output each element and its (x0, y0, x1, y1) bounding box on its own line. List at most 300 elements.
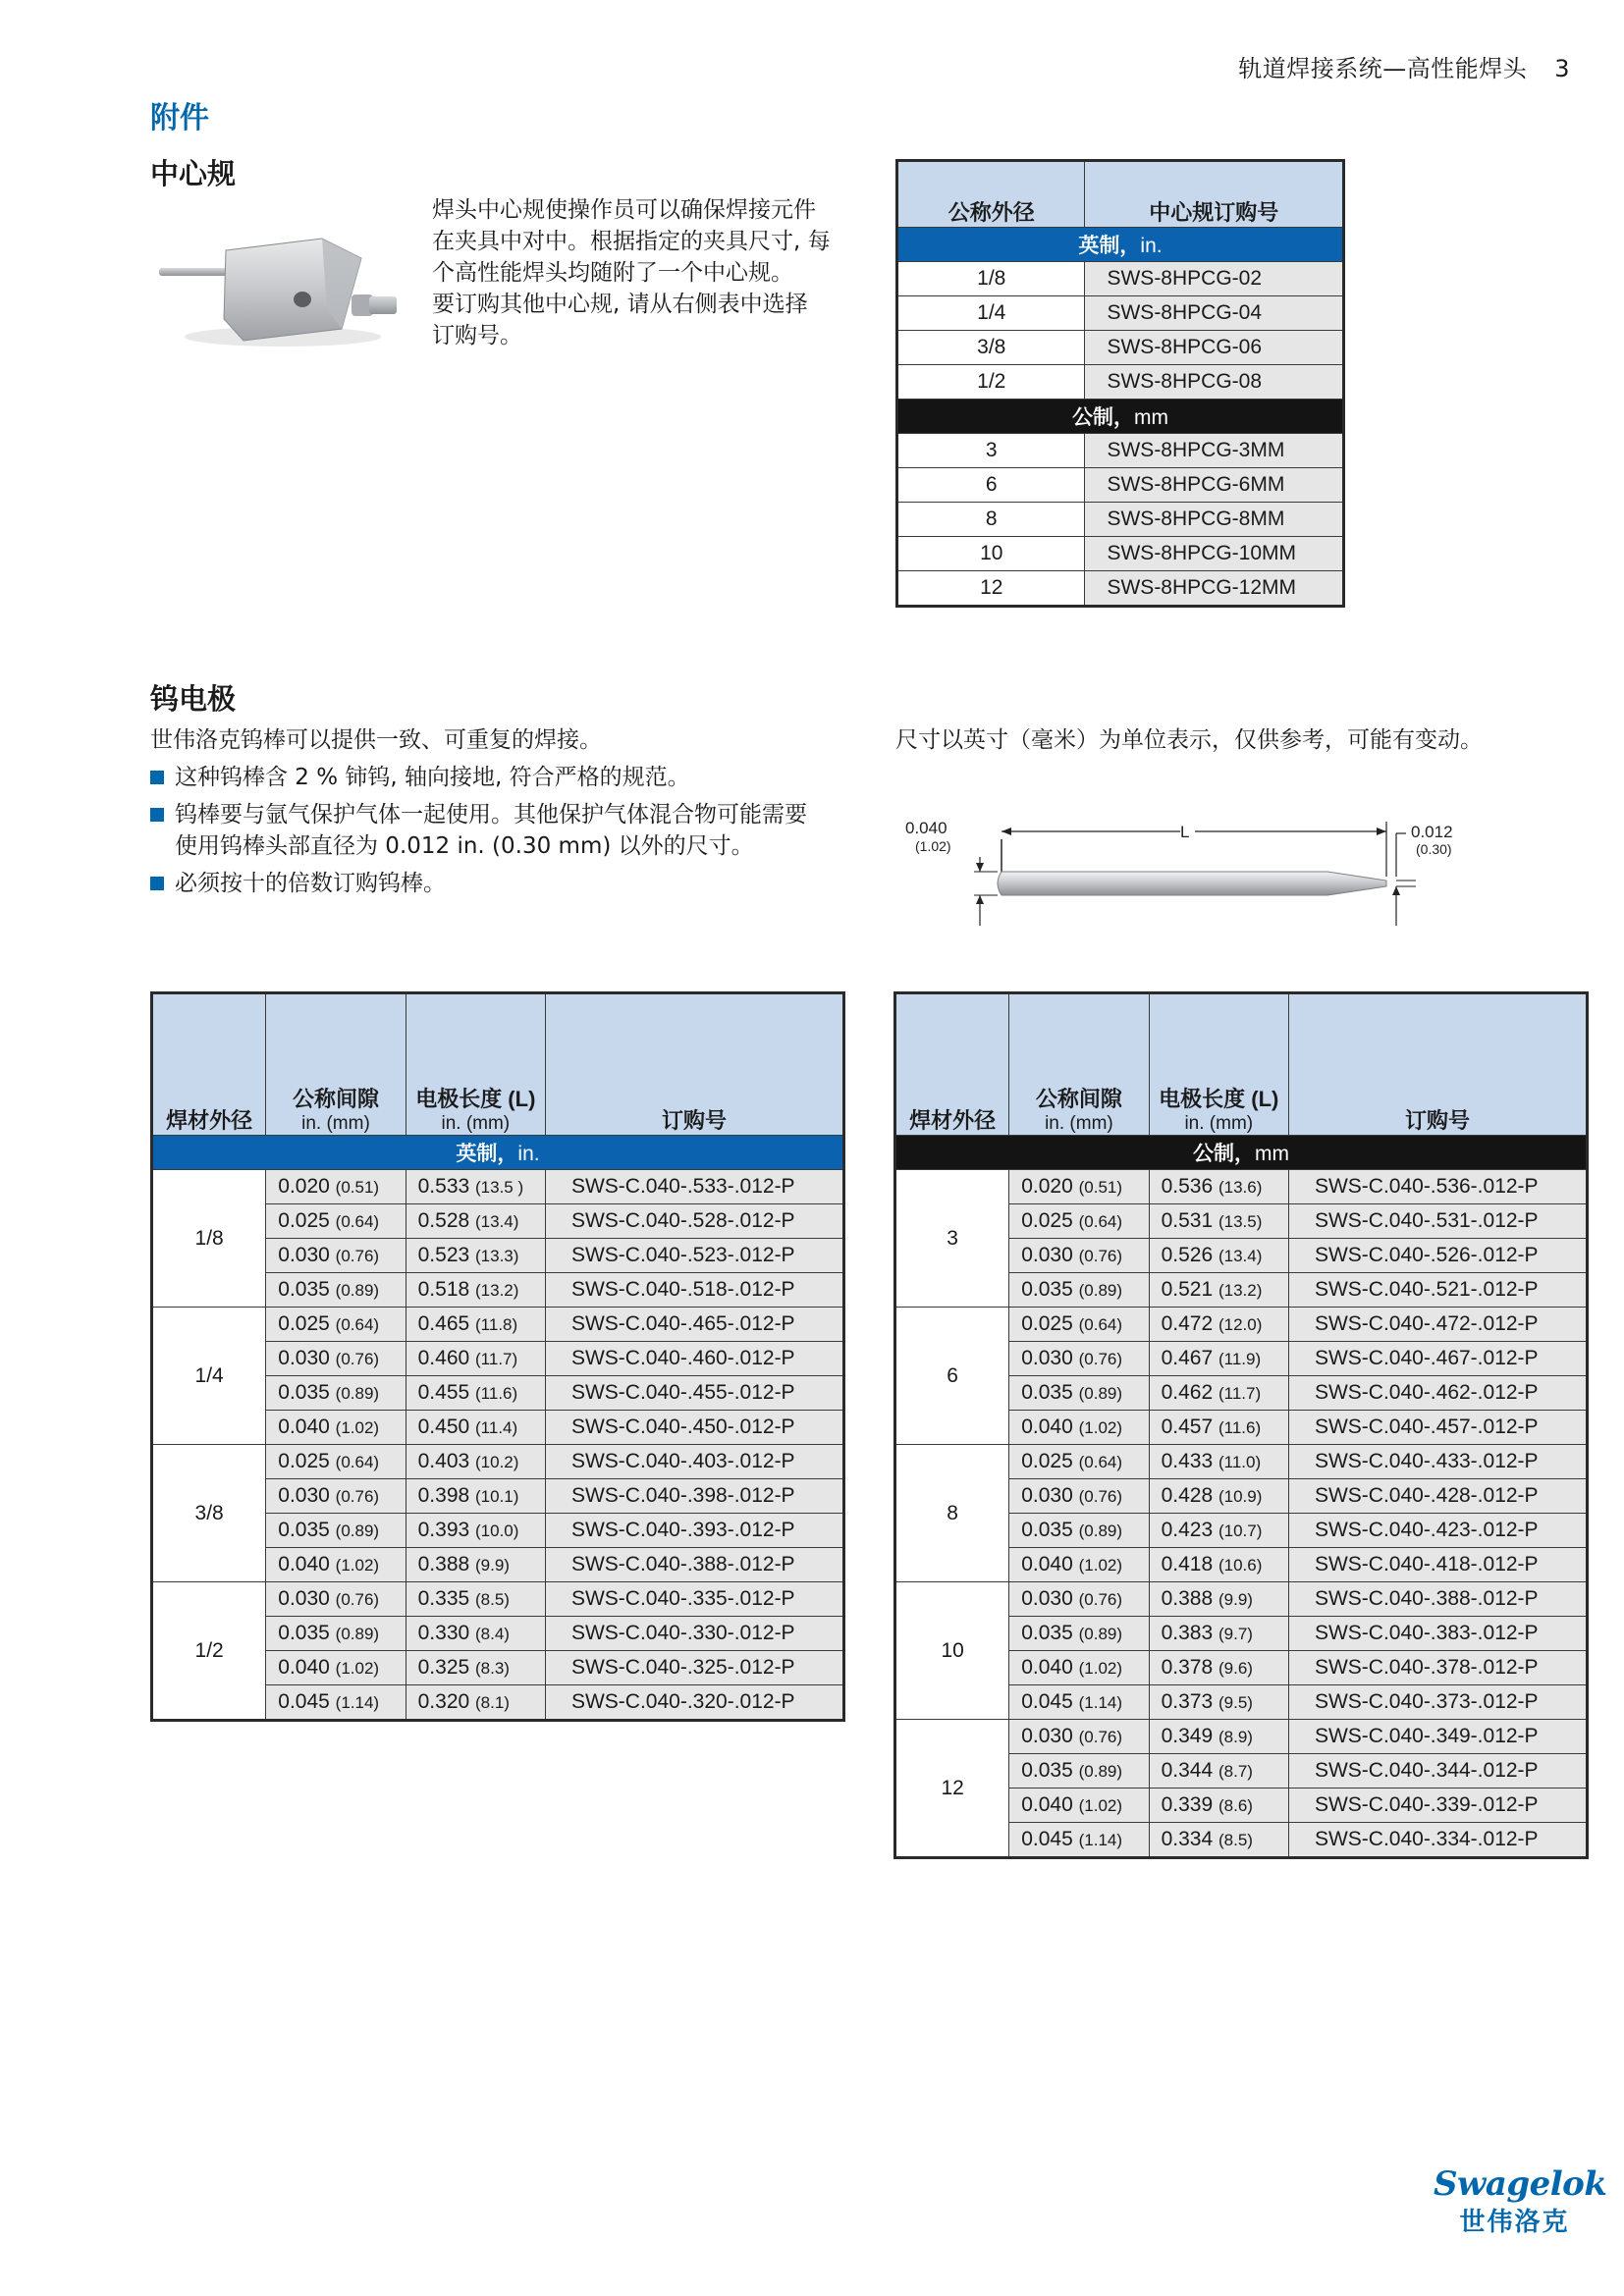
length-cell (406, 1685, 545, 1721)
gap-in: 0.025 (1021, 1312, 1079, 1335)
logo-cn: 世伟洛克 (1459, 2208, 1570, 2237)
length-mm: (13.4) (1218, 1247, 1263, 1265)
gap-mm: (0.76) (1078, 1350, 1123, 1368)
length-in: 0.349 (1161, 1725, 1218, 1747)
length-mm: (9.9) (475, 1556, 510, 1575)
length-mm: (9.9) (1218, 1590, 1253, 1609)
length-in: 0.428 (1161, 1484, 1218, 1507)
length-in: 0.472 (1161, 1312, 1218, 1335)
part-cell: SWS-C.040-.388-.012-P (545, 1548, 843, 1582)
length-in: 0.373 (1161, 1690, 1218, 1713)
od-cell: 1/8 (897, 262, 1085, 296)
length-mm: (10.0) (475, 1522, 519, 1540)
gap-in: 0.030 (278, 1347, 336, 1369)
gap-in: 0.035 (1021, 1519, 1079, 1541)
gap-cell (266, 1273, 406, 1308)
gap-mm: (0.89) (1078, 1625, 1123, 1643)
length-mm: (13.5) (1218, 1212, 1263, 1231)
length-mm: (9.5) (1218, 1693, 1253, 1712)
gap-in: 0.025 (1021, 1450, 1079, 1472)
length-in: 0.398 (417, 1484, 476, 1507)
length-in: 0.467 (1161, 1347, 1218, 1369)
part-cell: SWS-C.040-.518-.012-P (545, 1273, 843, 1308)
od-cell: 12 (895, 1720, 1009, 1858)
gap-cell (266, 1685, 406, 1721)
header-part: 订购号 (1288, 993, 1587, 1136)
gap-mm: (0.89) (1078, 1384, 1123, 1403)
length-mm: (8.1) (475, 1693, 510, 1712)
para1-line-3: 个高性能焊头均随附了一个中心规。 (432, 260, 793, 286)
length-in: 0.388 (1161, 1587, 1218, 1610)
gap-cell (266, 1548, 406, 1582)
length-cell (1149, 1445, 1288, 1479)
od-cell: 6 (897, 468, 1085, 503)
para1-line-1: 焊头中心规使操作员可以确保焊接元件 (432, 197, 816, 223)
length-in: 0.339 (1161, 1793, 1218, 1816)
gap-label: 公称间隙 (292, 1087, 379, 1111)
gap-cell (1009, 1651, 1149, 1685)
length-in: 0.433 (1161, 1450, 1218, 1472)
length-cell (1149, 1582, 1288, 1617)
gap-in: 0.030 (278, 1484, 336, 1507)
length-in: 0.330 (417, 1622, 476, 1644)
table-row (897, 468, 1344, 503)
table-row (895, 1308, 1588, 1342)
length-mm: (10.6) (1218, 1556, 1263, 1575)
table-row (897, 331, 1344, 365)
dia-arrow-top-head (976, 863, 984, 872)
gap-unit: in. (mm) (301, 1113, 370, 1134)
length-mm: (11.9) (1218, 1350, 1262, 1368)
gap-cell (266, 1239, 406, 1273)
od-cell: 3 (897, 434, 1085, 468)
length-mm: (13.5 ) (475, 1178, 524, 1197)
table-row (152, 1582, 844, 1617)
length-mm: (10.9) (1218, 1487, 1263, 1506)
table-row (897, 434, 1344, 468)
part-cell: SWS-C.040-.523-.012-P (545, 1239, 843, 1273)
table-row (895, 1170, 1588, 1204)
length-cell (1149, 1239, 1288, 1273)
gap-cell (1009, 1308, 1149, 1342)
gap-mm: (0.89) (335, 1281, 380, 1300)
length-mm: (10.7) (1218, 1522, 1263, 1540)
length-cell (1149, 1720, 1288, 1754)
gap-in: 0.025 (278, 1209, 336, 1232)
part-cell: SWS-C.040-.423-.012-P (1288, 1514, 1587, 1548)
length-cell (1149, 1514, 1288, 1548)
length-cell (406, 1582, 545, 1617)
gap-cell (1009, 1445, 1149, 1479)
length-unit: in. (mm) (1184, 1113, 1254, 1134)
gap-in: 0.035 (278, 1278, 336, 1301)
length-cell (406, 1514, 545, 1548)
length-cell (1149, 1204, 1288, 1239)
gap-in: 0.035 (1021, 1381, 1079, 1404)
dim-right-in: 0.012 (1411, 823, 1453, 841)
length-in: 0.393 (417, 1519, 476, 1541)
bullet-item (150, 868, 877, 899)
part-cell: SWS-C.040-.528-.012-P (545, 1204, 843, 1239)
para2-line-2: 订购号。 (432, 323, 522, 348)
gap-in: 0.020 (278, 1175, 336, 1198)
gap-cell (1009, 1204, 1149, 1239)
length-in: 0.450 (417, 1415, 476, 1438)
section-title: 附件 (150, 101, 209, 135)
tip-arrow-head (1392, 886, 1400, 895)
dim-left-mm: (1.02) (915, 838, 951, 854)
gap-mm: (0.64) (1078, 1453, 1123, 1471)
header-od: 焊材外径 (895, 993, 1009, 1136)
header-title: 轨道焊接系统—高性能焊头 (1238, 55, 1528, 82)
part-cell: SWS-C.040-.388-.012-P (1288, 1582, 1587, 1617)
band-unit: in. (517, 1143, 540, 1165)
od-cell: 3/8 (152, 1445, 266, 1582)
part-cell: SWS-C.040-.457-.012-P (1288, 1411, 1587, 1445)
bullet-line: 使用钨棒头部直径为 0.012 in. (0.30 mm) 以外的尺寸。 (175, 833, 754, 859)
length-in: 0.334 (1161, 1828, 1218, 1850)
length-mm: (13.3) (475, 1247, 519, 1265)
electrode-title: 钨电极 (150, 682, 237, 716)
part-cell: SWS-8HPCG-8MM (1085, 503, 1344, 537)
gap-cell (266, 1479, 406, 1514)
gap-cell (1009, 1170, 1149, 1204)
gap-mm: (0.64) (335, 1212, 380, 1231)
length-cell (406, 1376, 545, 1411)
length-in: 0.378 (1161, 1656, 1218, 1679)
length-cell (1149, 1617, 1288, 1651)
gap-in: 0.035 (278, 1381, 336, 1404)
gap-mm: (0.51) (1078, 1178, 1123, 1197)
length-label: 电极长度 (L) (415, 1087, 536, 1111)
od-cell: 10 (897, 537, 1085, 571)
gap-in: 0.025 (1021, 1209, 1079, 1232)
length-cell (1149, 1754, 1288, 1789)
table-row (897, 503, 1344, 537)
gap-mm: (0.76) (335, 1487, 380, 1506)
table-row (152, 1445, 844, 1479)
gap-cell (266, 1376, 406, 1411)
gap-cell (266, 1308, 406, 1342)
unit-band-row (897, 228, 1344, 262)
gap-in: 0.035 (1021, 1622, 1079, 1644)
brand-logo (1434, 2164, 1607, 2238)
gap-in: 0.035 (278, 1519, 336, 1541)
bullet-line: 必须按十的倍数订购钨棒。 (175, 871, 446, 896)
gap-in: 0.040 (278, 1415, 336, 1438)
header-od: 公称外径 (897, 161, 1085, 228)
arrow-left (1001, 828, 1011, 835)
od-cell: 10 (895, 1582, 1009, 1720)
gap-in: 0.035 (1021, 1759, 1079, 1782)
length-mm: (13.6) (1218, 1178, 1263, 1197)
band-label: 英制， (456, 1143, 518, 1165)
dim-right-mm: (0.30) (1416, 841, 1452, 857)
part-cell: SWS-8HPCG-12MM (1085, 571, 1344, 607)
gap-mm: (0.64) (335, 1315, 380, 1334)
gap-mm: (0.76) (1078, 1590, 1123, 1609)
part-cell: SWS-C.040-.462-.012-P (1288, 1376, 1587, 1411)
gap-mm: (0.76) (335, 1590, 380, 1609)
unit-band-row (152, 1136, 844, 1170)
length-cell (406, 1411, 545, 1445)
part-cell: SWS-8HPCG-04 (1085, 296, 1344, 331)
part-cell: SWS-C.040-.325-.012-P (545, 1651, 843, 1685)
length-cell (406, 1204, 545, 1239)
gap-in: 0.035 (1021, 1278, 1079, 1301)
od-cell: 6 (895, 1308, 1009, 1445)
gap-cell (266, 1617, 406, 1651)
electrode-diagram (895, 800, 1485, 937)
gap-mm: (0.76) (1078, 1487, 1123, 1506)
length-in: 0.462 (1161, 1381, 1218, 1404)
gap-mm: (0.76) (1078, 1247, 1123, 1265)
gap-mm: (1.14) (1078, 1831, 1123, 1849)
od-cell: 12 (897, 571, 1085, 607)
gap-cell (1009, 1617, 1149, 1651)
unit-band (897, 400, 1344, 434)
od-cell: 1/8 (152, 1170, 266, 1308)
gap-mm: (1.02) (1078, 1659, 1123, 1678)
part-cell: SWS-C.040-.334-.012-P (1288, 1823, 1587, 1858)
table-row (897, 296, 1344, 331)
gap-in: 0.030 (278, 1587, 336, 1610)
band-label: 公制， (1072, 406, 1134, 429)
center-gauge-photo-icon (155, 231, 401, 353)
od-cell: 1/4 (897, 296, 1085, 331)
gap-in: 0.040 (1021, 1415, 1079, 1438)
gap-in: 0.045 (1021, 1828, 1079, 1850)
gap-cell (1009, 1685, 1149, 1720)
length-cell (1149, 1651, 1288, 1685)
length-in: 0.533 (417, 1175, 476, 1198)
gap-cell (266, 1445, 406, 1479)
part-cell: SWS-C.040-.455-.012-P (545, 1376, 843, 1411)
length-mm: (8.5) (475, 1590, 510, 1609)
length-unit: in. (mm) (441, 1113, 511, 1134)
gap-cell (1009, 1720, 1149, 1754)
gap-cell (1009, 1376, 1149, 1411)
gap-in: 0.030 (1021, 1347, 1079, 1369)
length-in: 0.521 (1161, 1278, 1218, 1301)
length-cell (1149, 1273, 1288, 1308)
gap-in: 0.040 (278, 1656, 336, 1679)
length-in: 0.418 (1161, 1553, 1218, 1575)
length-in: 0.383 (1161, 1622, 1218, 1644)
length-in: 0.518 (417, 1278, 476, 1301)
length-mm: (11.7) (1218, 1384, 1262, 1403)
part-cell: SWS-C.040-.349-.012-P (1288, 1720, 1587, 1754)
dim-left-in: 0.040 (905, 819, 947, 837)
length-mm: (8.3) (475, 1659, 510, 1678)
length-cell (1149, 1479, 1288, 1514)
logo-wordmark: Swagelok (1434, 2164, 1607, 2204)
length-cell (406, 1273, 545, 1308)
length-cell (1149, 1342, 1288, 1376)
gap-mm: (0.89) (1078, 1281, 1123, 1300)
gap-mm: (1.14) (335, 1693, 380, 1712)
length-cell (406, 1239, 545, 1273)
part-cell: SWS-C.040-.460-.012-P (545, 1342, 843, 1376)
page-number: 3 (1554, 55, 1570, 82)
header-gap (266, 993, 406, 1136)
length-mm: (13.4) (475, 1212, 519, 1231)
header-length (1149, 993, 1288, 1136)
part-cell: SWS-C.040-.428-.012-P (1288, 1479, 1587, 1514)
part-cell: SWS-C.040-.531-.012-P (1288, 1204, 1587, 1239)
running-header (1238, 49, 1570, 83)
gap-cell (266, 1342, 406, 1376)
gap-mm: (0.89) (1078, 1522, 1123, 1540)
length-in: 0.388 (417, 1553, 476, 1575)
part-cell: SWS-C.040-.398-.012-P (545, 1479, 843, 1514)
length-mm: (12.0) (1218, 1315, 1263, 1334)
gap-mm: (0.89) (335, 1625, 380, 1643)
length-cell (406, 1308, 545, 1342)
gap-in: 0.040 (278, 1553, 336, 1575)
gap-cell (1009, 1342, 1149, 1376)
length-in: 0.320 (417, 1690, 476, 1713)
part-cell: SWS-C.040-.526-.012-P (1288, 1239, 1587, 1273)
band-label: 公制， (1193, 1143, 1255, 1165)
band-unit: mm (1134, 406, 1168, 429)
part-cell: SWS-C.040-.383-.012-P (1288, 1617, 1587, 1651)
length-cell (406, 1617, 545, 1651)
gap-cell (1009, 1789, 1149, 1823)
length-cell (1149, 1376, 1288, 1411)
length-cell (1149, 1685, 1288, 1720)
od-cell: 8 (897, 503, 1085, 537)
imperial-electrode-table (150, 991, 845, 1722)
para2-line-1: 要订购其他中心规, 请从右侧表中选择 (432, 292, 808, 317)
part-cell: SWS-C.040-.344-.012-P (1288, 1754, 1587, 1789)
table-row (897, 571, 1344, 607)
length-in: 0.528 (417, 1209, 476, 1232)
table-row (897, 262, 1344, 296)
table-row (895, 1720, 1588, 1754)
gap-mm: (0.64) (335, 1453, 380, 1471)
bullet-item (150, 762, 877, 793)
table-row (895, 1582, 1588, 1617)
header-length (406, 993, 545, 1136)
length-cell (1149, 1308, 1288, 1342)
length-mm: (11.6) (475, 1384, 518, 1403)
bullet-square-icon (150, 808, 164, 822)
gap-label: 公称间隙 (1035, 1087, 1122, 1111)
gap-cell (1009, 1754, 1149, 1789)
gap-cell (1009, 1582, 1149, 1617)
gap-cell (266, 1411, 406, 1445)
electrode-intro: 世伟洛克钨棒可以提供一致、可重复的焊接。 (150, 727, 602, 753)
part-cell: SWS-C.040-.533-.012-P (545, 1170, 843, 1204)
length-mm: (9.7) (1218, 1625, 1253, 1643)
length-cell (406, 1479, 545, 1514)
gap-mm: (1.02) (335, 1556, 380, 1575)
gap-cell (266, 1204, 406, 1239)
od-cell: 8 (895, 1445, 1009, 1582)
length-cell (406, 1548, 545, 1582)
gap-in: 0.035 (278, 1622, 336, 1644)
bullet-line: 钨棒要与氩气保护气体一起使用。其他保护气体混合物可能需要 (175, 802, 807, 828)
length-mm: (11.8) (475, 1315, 518, 1334)
length-in: 0.344 (1161, 1759, 1218, 1782)
gap-cell (266, 1651, 406, 1685)
band-label: 英制， (1078, 235, 1141, 257)
length-in: 0.457 (1161, 1415, 1218, 1438)
part-cell: SWS-C.040-.373-.012-P (1288, 1685, 1587, 1720)
length-mm: (8.5) (1218, 1831, 1253, 1849)
length-cell (1149, 1823, 1288, 1858)
gap-cell (1009, 1273, 1149, 1308)
bullet-item (150, 799, 877, 862)
gap-in: 0.020 (1021, 1175, 1079, 1198)
length-in: 0.455 (417, 1381, 476, 1404)
part-cell: SWS-C.040-.465-.012-P (545, 1308, 843, 1342)
length-mm: (8.7) (1218, 1762, 1253, 1781)
od-cell: 1/2 (152, 1582, 266, 1721)
part-cell: SWS-8HPCG-3MM (1085, 434, 1344, 468)
length-in: 0.403 (417, 1450, 476, 1472)
length-mm: (8.4) (475, 1625, 510, 1643)
table-row (897, 537, 1344, 571)
length-cell (406, 1170, 545, 1204)
length-cell (406, 1342, 545, 1376)
bullet-square-icon (150, 877, 164, 890)
gap-mm: (0.76) (1078, 1728, 1123, 1746)
gap-mm: (0.76) (335, 1247, 380, 1265)
part-cell: SWS-8HPCG-6MM (1085, 468, 1344, 503)
part-cell: SWS-C.040-.467-.012-P (1288, 1342, 1587, 1376)
gap-mm: (0.64) (1078, 1315, 1123, 1334)
length-mm: (10.1) (475, 1487, 519, 1506)
length-mm: (11.6) (1218, 1418, 1262, 1437)
table-row (152, 1308, 844, 1342)
length-in: 0.335 (417, 1587, 476, 1610)
table-row (895, 1445, 1588, 1479)
gap-cell (1009, 1239, 1149, 1273)
table-row (897, 365, 1344, 400)
electrode-bullets (150, 762, 877, 905)
gap-in: 0.045 (278, 1690, 336, 1713)
part-cell: SWS-8HPCG-06 (1085, 331, 1344, 365)
part-cell: SWS-8HPCG-08 (1085, 365, 1344, 400)
length-mm: (10.2) (475, 1453, 519, 1471)
gap-in: 0.040 (1021, 1553, 1079, 1575)
length-mm: (11.4) (475, 1418, 518, 1437)
part-cell: SWS-C.040-.339-.012-P (1288, 1789, 1587, 1823)
part-cell: SWS-8HPCG-02 (1085, 262, 1344, 296)
length-cell (1149, 1789, 1288, 1823)
length-in: 0.325 (417, 1656, 476, 1679)
gap-in: 0.030 (278, 1244, 336, 1266)
length-in: 0.423 (1161, 1519, 1218, 1541)
gap-cell (266, 1514, 406, 1548)
tungsten-rod (998, 872, 1386, 895)
gap-cell (1009, 1514, 1149, 1548)
dimension-note: 尺寸以英寸（毫米）为单位表示，仅供参考，可能有变动。 (895, 727, 1483, 753)
gap-mm: (0.89) (335, 1384, 380, 1403)
unit-band-row (897, 400, 1344, 434)
gap-mm: (0.51) (335, 1178, 380, 1197)
od-cell: 3 (895, 1170, 1009, 1308)
bullet-square-icon (150, 771, 164, 784)
length-mm: (13.2) (1218, 1281, 1263, 1300)
length-mm: (11.7) (475, 1350, 518, 1368)
part-cell: SWS-C.040-.433-.012-P (1288, 1445, 1587, 1479)
header-od: 焊材外径 (152, 993, 266, 1136)
length-mm: (13.2) (475, 1281, 519, 1300)
bullet-line: 这种钨棒含 2 % 铈钨, 轴向接地, 符合严格的规范。 (175, 765, 690, 790)
